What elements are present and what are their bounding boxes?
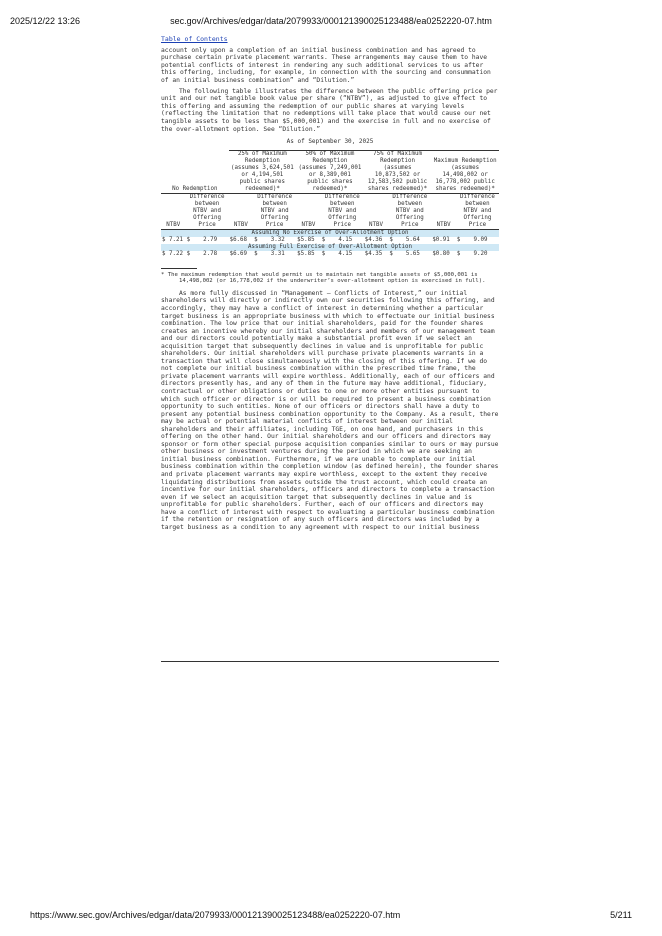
cell: $ — [321, 236, 326, 243]
group-header: No Redemption — [161, 150, 229, 193]
cell: 9.09 — [473, 236, 488, 243]
document-body — [161, 36, 499, 531]
table-of-contents-link[interactable]: Table of Contents — [161, 35, 228, 43]
table-as-of: As of September 30, 2025 — [286, 138, 374, 146]
band-no-exercise: Assuming No Exercise of Over-Allotment Option — [161, 229, 499, 237]
cell: 4.15 — [338, 236, 353, 243]
cell: $4.36 — [364, 236, 383, 243]
band-row — [161, 229, 499, 237]
group-header: 50% of Maximum Redemption (assumes 7,249,001 or 8,389,001 public shares redeemed)* — [296, 150, 364, 193]
page-title: sec.gov/Archives/edgar/data/2079933/000121390025123488/ea0252220-07.htm — [170, 16, 492, 26]
page-number: 5/211 — [610, 910, 632, 920]
cell: 2.79 — [203, 236, 218, 243]
col-header-ntbv: NTBV — [296, 193, 321, 229]
print-datetime: 2025/12/22 13:26 — [10, 16, 81, 26]
cell: $5.85 — [297, 250, 315, 257]
col-header-ntbv: NTBV — [364, 193, 389, 229]
cell: $ 7.22 — [162, 250, 183, 257]
cell: 5.65 — [405, 250, 420, 257]
group-header: Maximum Redemption (assumes 14,498,002 or 16,778,002 public shares redeemed)* — [431, 150, 499, 193]
cell: $ — [186, 236, 191, 243]
ntbv-table — [161, 150, 499, 258]
group-header: 75% of Maximum Redemption (assumes 10,873,502 or 12,583,502 public shares redeemed)* — [364, 150, 432, 193]
col-header-ntbv: NTBV — [229, 193, 254, 229]
cell: 3.31 — [270, 250, 285, 257]
footnote-separator — [161, 268, 197, 269]
cell: $6.69 — [229, 250, 248, 257]
browser-header — [10, 16, 652, 28]
paragraph-ntbv-intro: The following table illustrates the difference between the public offering price per unit and our net tangible book value per share (“NTBV”), as adjusted to give effect to this offering and assuming the redemption of our public shares at varying levels (reflecting the limitation that no redemptions will take place that would cause our net tangible assets to be less than $5,000,001) and the exercise in full and no exercise of the over-allotment option. See “Dilution.” — [161, 87, 498, 133]
page-end-rule — [161, 661, 499, 662]
cell: $ — [186, 250, 191, 257]
cell: $ — [254, 236, 258, 243]
cell: $ — [456, 250, 461, 257]
footnote: * The maximum redemption that would permit us to maintain net tangible assets of $5,000,001 is 14,498,002 (or 16,778,002 if the underwriter’s over-allotment option is exercised in full). — [161, 271, 486, 285]
browser-footer — [30, 910, 632, 922]
cell: 3.32 — [270, 236, 285, 243]
cell: $5.85 — [297, 236, 315, 243]
col-header-difference: Difference between NTBV and Offering Price — [321, 193, 364, 229]
cell: $ — [254, 250, 258, 257]
cell: $ — [321, 250, 326, 257]
page-url: https://www.sec.gov/Archives/edgar/data/2079933/000121390025123488/ea0252220-07.htm — [30, 910, 401, 920]
col-header-difference: Difference between NTBV and Offering Price — [186, 193, 229, 229]
col-header-difference: Difference between NTBV and Offering Price — [456, 193, 499, 229]
cell: $ — [389, 236, 393, 243]
cell: $4.35 — [364, 250, 383, 257]
cell: $ 7.21 — [162, 236, 183, 243]
cell: 2.78 — [203, 250, 218, 257]
table-column-header-row — [161, 193, 499, 229]
paragraph-conflicts: account only upon a completion of an initial business combination and has agreed to purchase certain private placement warrants. These arrangements may cause them to have potential conflicts of interest in rendering any such additional services to us after this offering, including, for example, in connection with the sourcing and consummation of an initial business combination” and “Dilution.” — [161, 46, 491, 84]
cell: $ — [389, 250, 393, 257]
table-row — [161, 251, 499, 258]
group-header: 25% of Maximum Redemption (assumes 3,624,501 or 4,194,501 public shares redeemed)* — [229, 150, 297, 193]
table-row — [161, 237, 499, 244]
paragraph-management-conflicts: As more fully discussed in “Management — Conflicts of Interest,” our initial shareholders will directly or indirectly own our securities following this offering, and accordingly, they may have a conflict of interest in determining whether a particular target business is an appropriate business with which to effectuate our initial business combination. The low price that our initial shareholders, paid for the founder shares creates an incentive whereby our initial shareholders and members of our management team and our directors could potentially make a substantial profit even if we select an acquisition target that subsequently declines in value and is unprofitable for public shareholders. Our initial shareholders will purchase private placements warrants in a transaction that will close simultaneously with the closing of this offering. If we do not complete our initial business combination within the prescribed time frame, the private placement warrants will expire worthless. Additionally, each of our officers and directors presently has, and any of them in the future may have additional, fiduciary, contractual or other obligations or duties to one or more other entities pursuant to which such officer or director is or will be required to present a business combination opportunity to such entities. None of our officers or directors shall have a duty to present any potential business combination opportunity to the Company. As a result, there may be actual or potential material conflicts of interest between our initial shareholders and their affiliates, including TGE, on one hand, and purchasers in this offering on the other hand. Our initial shareholders and our officers and directors may sponsor or form other special purpose acquisition companies similar to ours or may pursue other business or investment ventures during the period in which we are seeking an initial business combination. Furthermore, if we are unable to complete our initial business combination within the completion window (as defined herein), the founder shares and private placement warrants may expire worthless, except to the extent they receive liquidating distributions from assets outside the trust account, which could create an incentive for our initial shareholders, officers and directors to complete a transaction even if we select an acquisition target that subsequently declines in value and is unprofitable for public shareholders. Further, each of our officers and directors may have a conflict of interest with respect to evaluating a particular business combination if the retention or resignation of any such officers and directors was included by a target business as a condition to any agreement with respect to our initial business — [161, 289, 499, 531]
band-full-exercise: Assuming Full Exercise of Over-Allotment Option — [161, 244, 499, 251]
cell: $0.91 — [432, 236, 450, 243]
col-header-difference: Difference between NTBV and Offering Price — [253, 193, 296, 229]
cell: 9.20 — [473, 250, 488, 257]
col-header-ntbv: NTBV — [161, 193, 186, 229]
col-header-ntbv: NTBV — [431, 193, 456, 229]
cell: 5.64 — [405, 236, 420, 243]
cell: 4.15 — [338, 250, 353, 257]
cell: $ — [456, 236, 461, 243]
table-group-header-row — [161, 150, 499, 193]
cell: $0.80 — [432, 250, 450, 257]
band-row — [161, 244, 499, 251]
cell: $6.68 — [229, 236, 248, 243]
col-header-difference: Difference between NTBV and Offering Price — [388, 193, 431, 229]
